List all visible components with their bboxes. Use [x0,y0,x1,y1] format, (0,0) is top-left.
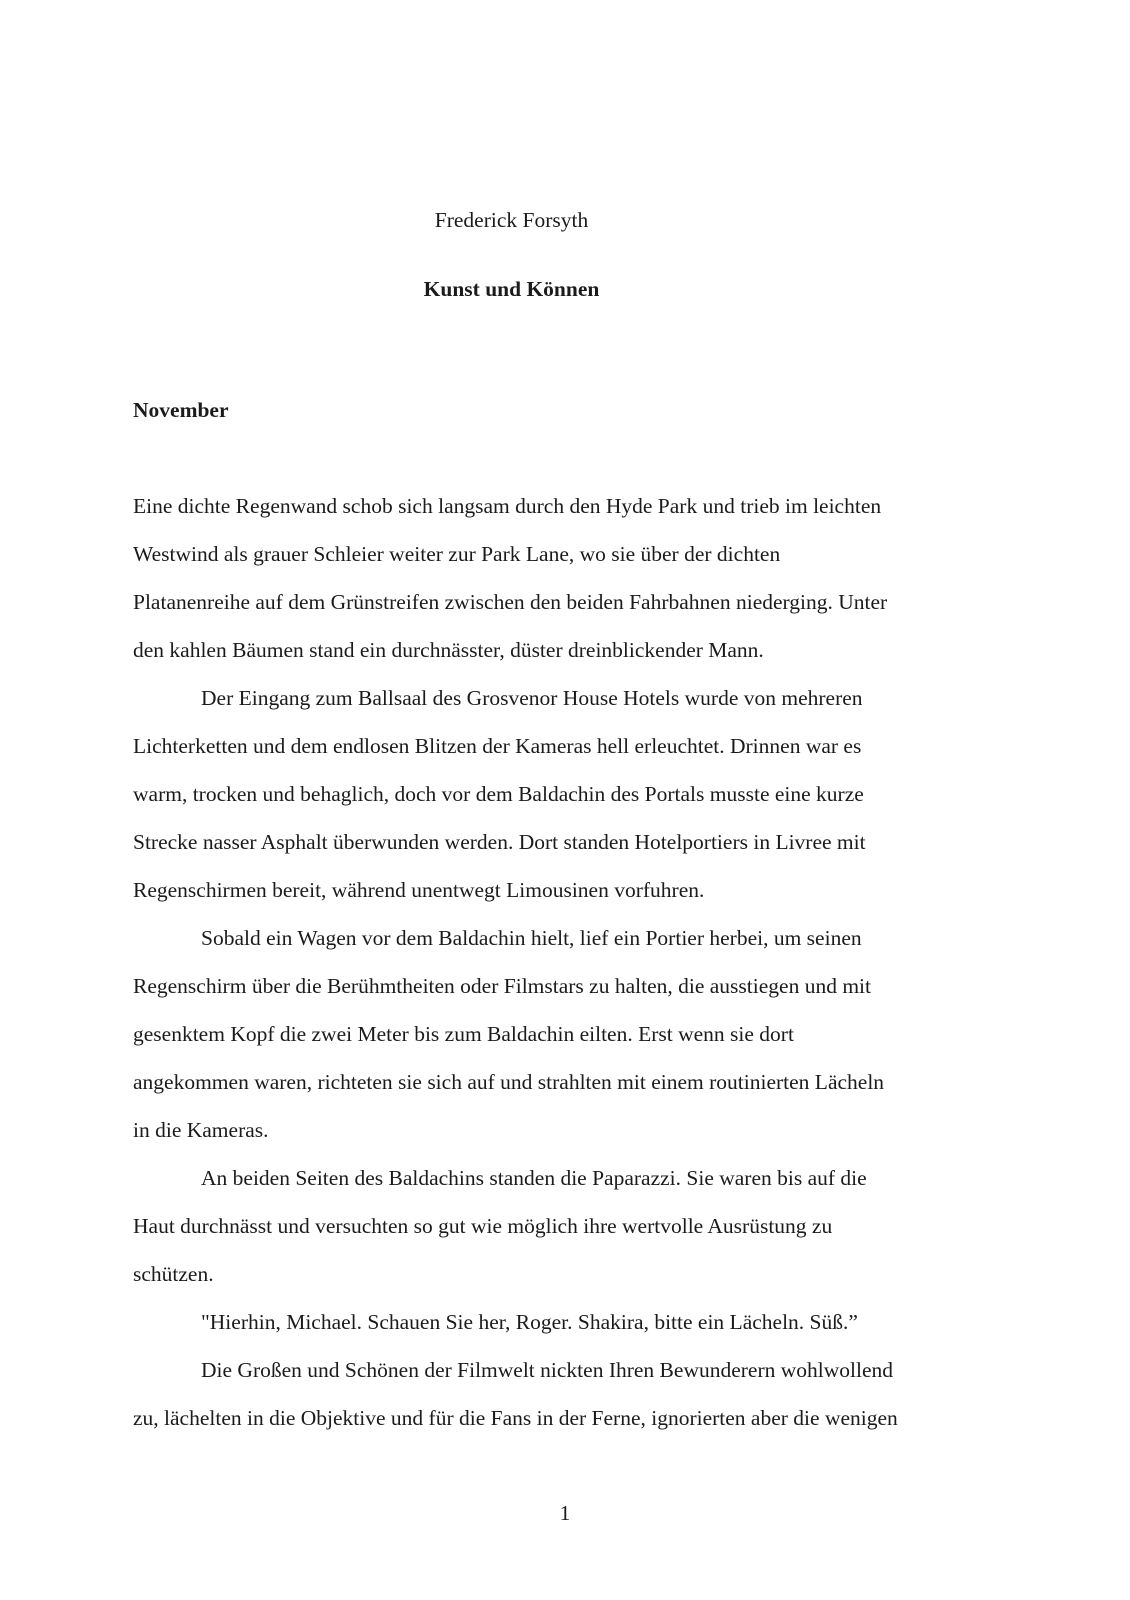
text-line: den kahlen Bäumen stand ein durchnässter, düster dreinblickender Mann. [133,638,764,662]
text-line: Eine dichte Regenwand schob sich langsam durch den Hyde Park und trieb im leichten [133,494,882,518]
text-line: "Hierhin, Michael. Schauen Sie her, Roger. Shakira, bitte ein Lächeln. Süß.” [201,1310,858,1334]
paragraph [133,1154,890,1298]
paragraph [133,482,890,674]
text-line: Regenschirmen bereit, während unentwegt Limousinen vorfuhren. [133,878,705,902]
paragraph [133,674,890,914]
author-line: Frederick Forsyth [434,208,589,232]
paragraph [133,1346,898,1442]
text-line: Haut durchnässt und versuchten so gut wie möglich ihre wertvolle Ausrüstung zu [133,1214,833,1238]
text-line: Strecke nasser Asphalt überwunden werden. Dort standen Hotelportiers in Livree mit [133,830,866,854]
paragraph [133,914,890,1154]
page-number: 1 [559,1501,571,1525]
text-column [133,0,898,1442]
text-line: schützen. [133,1262,214,1286]
text-line: in die Kameras. [133,1118,269,1142]
paragraph [133,1298,890,1346]
text-line: Regenschirm über die Berühmtheiten oder Filmstars zu halten, die ausstiegen und mit [133,974,871,998]
text-line: Der Eingang zum Ballsaal des Grosvenor House Hotels wurde von mehreren [201,686,863,710]
text-line: Platanenreihe auf dem Grünstreifen zwischen den beiden Fahrbahnen niederging. Unter [133,590,888,614]
text-line: Die Großen und Schönen der Filmwelt nickten Ihren Bewunderern wohlwollend [201,1358,894,1382]
text-line: warm, trocken und behaglich, doch vor dem Baldachin des Portals musste eine kurze [133,782,864,806]
book-title: Kunst und Können [423,277,600,301]
body-text [133,482,898,1442]
text-line: angekommen waren, richteten sie sich auf und strahlten mit einem routinierten Lächeln [133,1070,885,1094]
chapter-heading: November [133,398,229,422]
text-line: Westwind als grauer Schleier weiter zur Park Lane, wo sie über der dichten [133,542,781,566]
text-line: zu, lächelten in die Objektive und für die Fans in der Ferne, ignorierten aber die wenigen [133,1406,898,1430]
text-line: Sobald ein Wagen vor dem Baldachin hielt, lief ein Portier herbei, um seinen [201,926,862,950]
text-line: An beiden Seiten des Baldachins standen die Paparazzi. Sie waren bis auf die [201,1166,867,1190]
text-line: Lichterketten und dem endlosen Blitzen der Kameras hell erleuchtet. Drinnen war es [133,734,862,758]
text-line: gesenktem Kopf die zwei Meter bis zum Baldachin eilten. Erst wenn sie dort [133,1022,794,1046]
